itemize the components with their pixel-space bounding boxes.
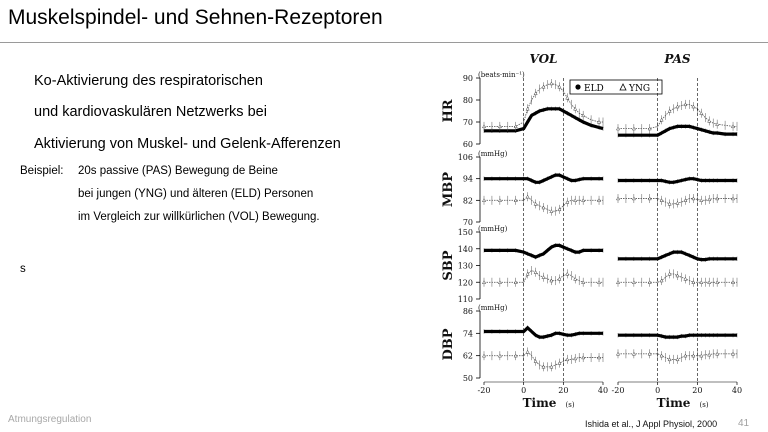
unit-hr: (beats·min⁻¹)	[478, 71, 525, 79]
data-point-yng	[558, 85, 561, 88]
ytick-mbp-94: 94	[462, 174, 473, 184]
unit-sbp: (mmHg)	[478, 225, 508, 233]
ytick-hr-90: 90	[462, 74, 473, 83]
series-line-eld-vol-dbp	[484, 328, 603, 337]
condition-label-pas: PAS	[664, 52, 691, 66]
data-point-yng	[566, 96, 569, 99]
data-point-yng	[574, 357, 577, 360]
data-point-yng	[534, 271, 537, 274]
series-line-eld-pas-dbp	[618, 335, 737, 337]
data-point-yng	[498, 354, 501, 357]
panel-label-hr: HR	[441, 99, 456, 123]
xaxis-unit: (s)	[699, 401, 709, 409]
data-point-yng	[668, 109, 671, 112]
page-number: 41	[738, 418, 750, 429]
ytick-sbp-130: 130	[457, 261, 473, 271]
example-line-1: 20s passive (PAS) Bewegung de Beine	[78, 165, 278, 177]
panel-label-dbp: DBP	[441, 328, 456, 361]
legend-label-eld: ELD	[584, 84, 604, 94]
ytick-mbp-82: 82	[462, 196, 473, 206]
example-line-2: bei jungen (YNG) und älteren (ELD) Personen	[78, 188, 314, 200]
xaxis-title: Time	[522, 396, 557, 410]
data-point-yng	[574, 277, 577, 280]
data-point-yng	[632, 197, 635, 200]
ytick-dbp-62: 62	[462, 351, 473, 361]
hemodynamics-figure	[440, 45, 758, 415]
data-point-yng	[708, 353, 711, 356]
legend-label-yng: YNG	[629, 84, 651, 94]
data-point-yng	[676, 201, 679, 204]
ytick-hr-60: 60	[462, 140, 473, 149]
series-line-eld-vol-hr	[484, 109, 603, 131]
data-point-yng	[550, 82, 553, 85]
example-line-3: im Vergleich zur willkürlichen (VOL) Bewegung.	[78, 211, 320, 223]
data-point-yng	[542, 276, 545, 279]
data-point-yng	[632, 352, 635, 355]
data-point-yng	[632, 281, 635, 284]
example-label: Beispiel:	[20, 165, 64, 177]
title-divider	[0, 42, 768, 43]
data-point-yng	[676, 105, 679, 108]
data-point-yng	[574, 199, 577, 202]
body-line-3: Aktivierung von Muskel- und Gelenk-Afferenzen	[34, 136, 341, 152]
data-point-yng	[526, 195, 529, 198]
data-point-yng	[676, 358, 679, 361]
panel-label-sbp: SBP	[441, 250, 456, 281]
xaxis-title: Time	[656, 396, 691, 410]
slide-title: Muskelspindel- und Sehnen-Rezeptoren	[8, 6, 383, 29]
ytick-sbp-120: 120	[457, 278, 473, 288]
xaxis-unit: (s)	[565, 401, 575, 409]
data-point-yng	[700, 199, 703, 202]
footer-section-label: Atmungsregulation	[8, 414, 92, 425]
body-line-2: und kardiovaskulären Netzwerks bei	[34, 104, 267, 120]
footer-citation: Ishida et al., J Appl Physiol, 2000	[585, 419, 718, 429]
xtick-label: 0	[521, 386, 527, 395]
data-point-yng	[542, 85, 545, 88]
unit-mbp: (mmHg)	[478, 150, 508, 158]
data-point-yng	[550, 210, 553, 213]
xtick-label: -20	[477, 386, 491, 395]
data-point-yng	[582, 199, 585, 202]
data-point-yng	[498, 281, 501, 284]
xtick-label: 40	[597, 386, 609, 395]
panel-label-mbp: MBP	[441, 171, 456, 208]
data-point-yng	[498, 199, 501, 202]
ytick-dbp-50: 50	[462, 374, 473, 383]
unit-dbp: (mmHg)	[478, 304, 508, 312]
ytick-dbp-86: 86	[462, 307, 473, 316]
ytick-hr-70: 70	[462, 118, 473, 127]
data-point-yng	[566, 272, 569, 275]
xtick-label: 20	[692, 386, 703, 395]
data-point-yng	[498, 125, 501, 128]
ytick-dbp-74: 74	[462, 329, 473, 339]
xtick-label: 40	[731, 386, 743, 395]
ytick-sbp-140: 140	[457, 244, 473, 254]
data-point-yng	[708, 281, 711, 284]
series-line-eld-vol-sbp	[484, 245, 603, 257]
data-point-yng	[534, 202, 537, 205]
data-point-yng	[660, 118, 663, 121]
data-point-yng	[692, 105, 695, 108]
condition-label-vol: VOL	[529, 52, 558, 66]
series-line-eld-pas-sbp	[618, 252, 737, 260]
data-point-yng	[597, 281, 600, 284]
ytick-hr-80: 80	[462, 96, 473, 105]
data-point-yng	[526, 107, 529, 110]
data-point-yng	[558, 277, 561, 280]
data-point-yng	[700, 112, 703, 115]
data-point-yng	[526, 350, 529, 353]
xtick-label: 0	[655, 386, 661, 395]
data-point-yng	[582, 114, 585, 117]
data-point-yng	[676, 274, 679, 277]
ytick-mbp-70: 70	[462, 218, 473, 227]
data-point-yng	[632, 127, 635, 130]
body-line-1: Ko-Aktivierung des respiratorischen	[34, 73, 263, 89]
series-line-eld-pas-hr	[618, 126, 737, 135]
ytick-sbp-110: 110	[457, 295, 473, 304]
ytick-sbp-150: 150	[457, 228, 473, 237]
ytick-mbp-106: 106	[457, 153, 473, 162]
xtick-label: 20	[558, 386, 569, 395]
stray-character: s	[20, 263, 26, 275]
data-point-yng	[716, 123, 719, 126]
legend-marker-eld	[575, 84, 580, 89]
xtick-label: -20	[611, 386, 625, 395]
